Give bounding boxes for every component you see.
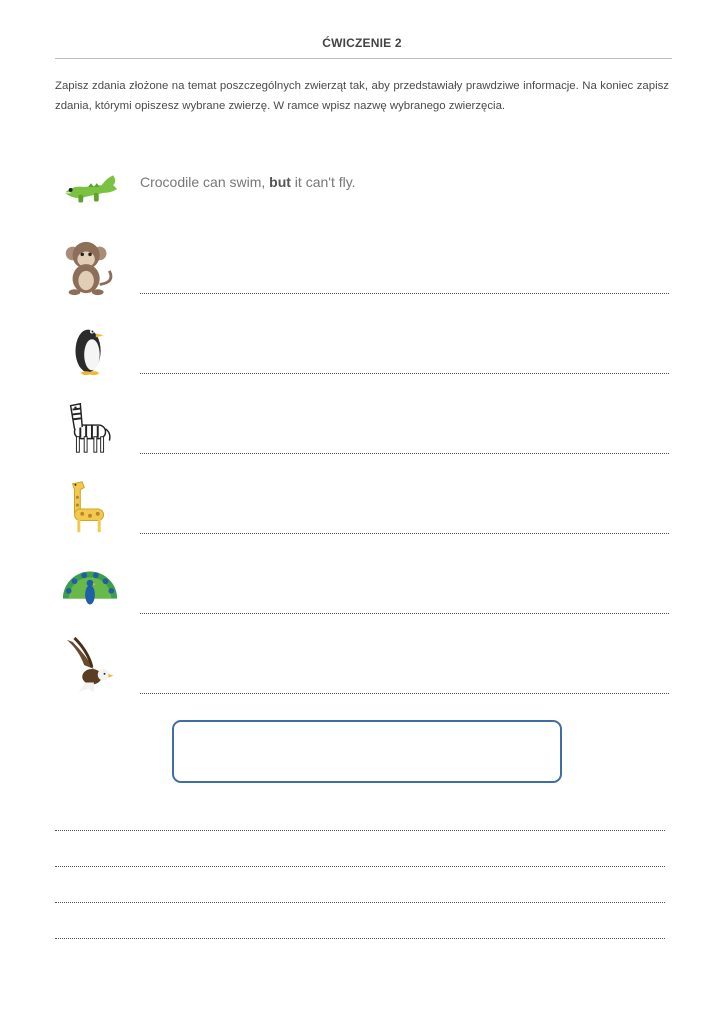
- example-part-2: it can't fly.: [290, 174, 356, 190]
- description-line-1[interactable]: [55, 830, 665, 831]
- instructions-text: Zapisz zdania złożone na temat poszczególnych zwierząt tak, aby przedstawiały prawdziwe informacje. Na koniec zapisz zdania, którymi opiszesz wybrane zwierzę. W ramce wpisz nazwę wybranego zwierzęcia.: [55, 80, 669, 112]
- answer-line-monkey[interactable]: [140, 293, 669, 294]
- monkey-icon: [55, 232, 125, 302]
- example-part-1: Crocodile can swim,: [140, 174, 270, 190]
- answer-line-giraffe[interactable]: [140, 533, 669, 534]
- giraffe-icon: [55, 472, 125, 542]
- description-line-4[interactable]: [55, 938, 665, 939]
- answer-line-peacock[interactable]: [140, 613, 669, 614]
- eagle-icon: [55, 632, 125, 702]
- exercise-row-crocodile: [55, 152, 672, 222]
- exercise-row-peacock: [55, 552, 672, 622]
- answer-line-eagle[interactable]: [140, 693, 669, 694]
- exercise-row-giraffe: [55, 472, 672, 542]
- description-line-2[interactable]: [55, 866, 665, 867]
- exercise-title: ĆWICZENIE 2: [322, 36, 402, 50]
- zebra-icon: [55, 392, 125, 462]
- exercise-row-penguin: [55, 312, 672, 382]
- animal-name-frame[interactable]: [172, 720, 562, 783]
- penguin-icon: [55, 312, 125, 382]
- description-line-3[interactable]: [55, 902, 665, 903]
- exercise-row-zebra: [55, 392, 672, 462]
- exercise-row-monkey: [55, 232, 672, 302]
- crocodile-icon: [55, 152, 125, 222]
- example-conjunction: but: [269, 174, 291, 190]
- peacock-icon: [55, 552, 125, 622]
- title-divider: [55, 58, 672, 59]
- example-sentence: [140, 174, 356, 190]
- answer-line-penguin[interactable]: [140, 373, 669, 374]
- answer-line-zebra[interactable]: [140, 453, 669, 454]
- exercise-row-eagle: [55, 632, 672, 702]
